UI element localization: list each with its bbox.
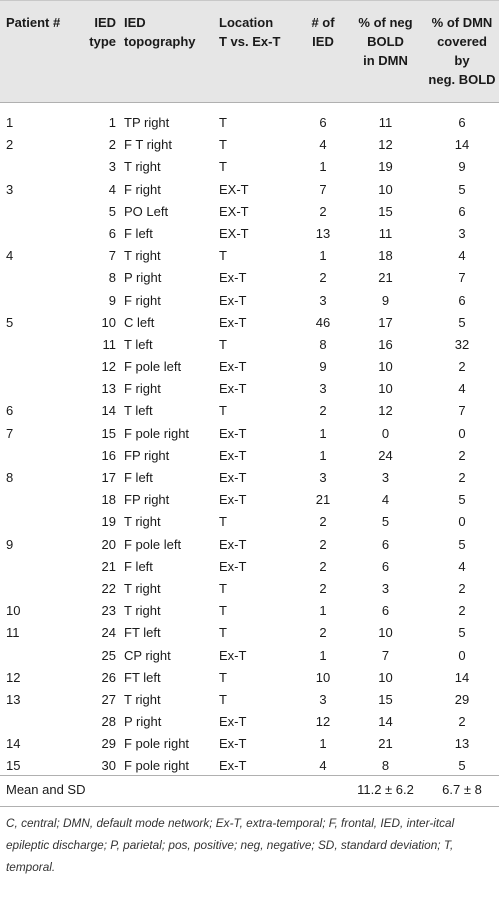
cell-location: T: [219, 248, 227, 264]
cell-ied-type: 27: [101, 691, 116, 707]
table-row: [0, 467, 499, 489]
cell-pct-dmn-covered: 4: [458, 248, 466, 264]
cell-number-of-ied: 2: [319, 203, 327, 219]
cell-pct-dmn-covered: 2: [458, 359, 466, 375]
table-row: [0, 423, 499, 445]
cell-topography: T left: [124, 336, 153, 352]
table-row: [0, 179, 499, 201]
cell-ied-type: 29: [101, 736, 116, 752]
cell-number-of-ied: 10: [315, 669, 331, 685]
cell-pct-neg-bold: 8: [381, 758, 390, 774]
table-row: [0, 378, 499, 400]
cell-number-of-ied: 2: [319, 558, 327, 574]
table-row: [0, 534, 499, 556]
cell-patient: 10: [6, 603, 21, 619]
cell-pct-neg-bold: 14: [378, 714, 393, 730]
cell-topography: T right: [124, 248, 161, 264]
header-location: Location T vs. Ex-T: [219, 15, 281, 49]
cell-number-of-ied: 1: [319, 248, 327, 264]
cell-pct-dmn-covered: 13: [454, 736, 470, 752]
table-row: [0, 245, 499, 267]
cell-pct-dmn-covered: 0: [458, 647, 466, 663]
cell-number-of-ied: 9: [319, 359, 327, 375]
cell-pct-neg-bold: 17: [378, 314, 393, 330]
cell-number-of-ied: 7: [319, 181, 327, 197]
cell-number-of-ied: 4: [319, 137, 327, 153]
cell-topography: T right: [124, 691, 161, 707]
cell-pct-neg-bold: 0: [381, 425, 390, 441]
cell-pct-neg-bold: 24: [378, 447, 393, 463]
cell-number-of-ied: 3: [319, 381, 327, 397]
cell-pct-dmn-covered: 5: [458, 536, 466, 552]
cell-ied-type: 24: [101, 625, 116, 641]
cell-topography: FP right: [124, 447, 170, 463]
cell-number-of-ied: 2: [319, 536, 327, 552]
cell-number-of-ied: 3: [319, 470, 327, 485]
cell-number-of-ied: 2: [319, 403, 327, 419]
cell-pct-dmn-covered: 5: [458, 492, 466, 508]
cell-patient: 5: [6, 314, 14, 330]
cell-pct-dmn-covered: 0: [458, 425, 466, 441]
cell-ied-type: 19: [101, 514, 116, 530]
cell-topography: T right: [124, 514, 161, 530]
table-row: [0, 733, 499, 755]
cell-topography: F right: [124, 381, 161, 397]
cell-patient: 1: [6, 115, 14, 130]
table-row: [0, 578, 499, 600]
cell-pct-dmn-covered: 5: [458, 314, 466, 330]
table-row: [0, 112, 499, 134]
cell-pct-neg-bold: 15: [378, 691, 393, 707]
table-row: [0, 689, 499, 711]
cell-location: Ex-T: [219, 536, 247, 552]
table-row: [0, 489, 499, 511]
cell-number-of-ied: 2: [319, 270, 327, 286]
cell-number-of-ied: 46: [315, 314, 331, 330]
cell-number-of-ied: 4: [319, 758, 327, 774]
cell-number-of-ied: 12: [315, 714, 331, 730]
table-row: [0, 290, 499, 312]
cell-ied-type: 28: [101, 714, 116, 730]
cell-topography: F pole right: [124, 736, 190, 752]
cell-ied-type: 8: [108, 270, 116, 286]
cell-pct-dmn-covered: 32: [454, 336, 470, 352]
cell-topography: FP right: [124, 492, 170, 508]
table-row: [0, 134, 499, 156]
cell-pct-dmn-covered: 6: [458, 203, 466, 219]
table-row: [0, 711, 499, 733]
cell-topography: F pole right: [124, 758, 190, 774]
cell-pct-dmn-covered: 6: [458, 292, 466, 308]
cell-pct-neg-bold: 12: [378, 403, 393, 419]
summary-row: [0, 779, 499, 801]
table-row: [0, 622, 499, 644]
cell-pct-dmn-covered: 2: [458, 447, 466, 463]
cell-location: Ex-T: [219, 470, 247, 485]
cell-topography: F pole right: [124, 425, 190, 441]
cell-topography: P right: [124, 714, 162, 730]
cell-pct-dmn-covered: 29: [454, 691, 470, 707]
cell-number-of-ied: 2: [319, 625, 327, 641]
cell-topography: F left: [124, 225, 153, 241]
cell-pct-neg-bold: 19: [378, 159, 393, 175]
cell-number-of-ied: 13: [315, 225, 331, 241]
cell-location: Ex-T: [219, 758, 247, 774]
table-row: [0, 223, 499, 245]
cell-pct-dmn-covered: 7: [458, 270, 466, 286]
cell-number-of-ied: 1: [319, 647, 327, 663]
cell-pct-dmn-covered: 7: [458, 403, 466, 419]
cell-patient: 15: [6, 758, 21, 774]
cell-location: T: [219, 603, 227, 619]
cell-ied-type: 20: [101, 536, 116, 552]
cell-location: T: [219, 115, 227, 130]
table-header: [0, 0, 499, 103]
cell-ied-type: 23: [101, 603, 116, 619]
cell-location: Ex-T: [219, 381, 247, 397]
cell-pct-neg-bold: 9: [381, 292, 390, 308]
cell-topography: C left: [124, 314, 155, 330]
cell-ied-type: 25: [101, 647, 116, 663]
cell-patient: 11: [6, 625, 20, 641]
cell-topography: F pole left: [124, 536, 182, 552]
cell-topography: F T right: [124, 137, 172, 153]
cell-patient: 7: [6, 425, 14, 441]
table-row: [0, 267, 499, 289]
table-row: [0, 156, 499, 178]
cell-number-of-ied: 3: [319, 292, 327, 308]
header-pct-neg-bold: % of neg BOLD in DMN: [358, 15, 413, 68]
cell-ied-type: 26: [101, 669, 116, 685]
cell-ied-type: 6: [108, 225, 116, 241]
cell-patient: 9: [6, 536, 14, 552]
cell-pct-dmn-covered: 2: [458, 714, 466, 730]
cell-ied-type: 1: [108, 115, 116, 130]
table-row: [0, 556, 499, 578]
cell-topography: FT left: [124, 669, 161, 685]
header-ied-type: IED type: [89, 15, 116, 49]
cell-pct-dmn-covered: 3: [458, 225, 466, 241]
cell-pct-neg-bold: 15: [378, 203, 393, 219]
cell-pct-dmn-covered: 4: [458, 381, 466, 397]
cell-pct-dmn-covered: 5: [458, 625, 466, 641]
cell-ied-type: 4: [108, 181, 116, 197]
cell-location: T: [219, 403, 227, 419]
cell-pct-dmn-covered: 4: [458, 558, 466, 574]
cell-location: Ex-T: [219, 270, 247, 286]
cell-pct-neg-bold: 10: [378, 669, 393, 685]
summary-neg-bold: 11.2 ± 6.2: [357, 782, 414, 797]
cell-ied-type: 9: [108, 292, 116, 308]
cell-number-of-ied: 2: [319, 580, 327, 596]
cell-pct-neg-bold: 21: [378, 736, 393, 752]
cell-location: EX-T: [219, 225, 249, 241]
cell-location: T: [219, 669, 227, 685]
cell-location: T: [219, 137, 227, 153]
cell-pct-neg-bold: 3: [381, 580, 390, 596]
table-body: [0, 112, 499, 778]
cell-ied-type: 7: [108, 248, 116, 264]
cell-location: T: [219, 691, 227, 707]
cell-topography: FT left: [124, 625, 161, 641]
cell-pct-neg-bold: 18: [378, 248, 393, 264]
cell-ied-type: 2: [108, 137, 116, 153]
cell-topography: TP right: [124, 115, 170, 130]
cell-number-of-ied: 1: [319, 425, 327, 441]
header-pct-dmn-covered: % of DMN covered by neg. BOLD: [428, 15, 496, 87]
cell-location: Ex-T: [219, 714, 247, 730]
table-row: [0, 445, 499, 467]
cell-topography: F left: [124, 470, 153, 485]
cell-pct-dmn-covered: 14: [454, 669, 470, 685]
cell-patient: 14: [6, 736, 21, 752]
cell-topography: T right: [124, 159, 161, 175]
cell-location: T: [219, 580, 227, 596]
table-row: [0, 201, 499, 223]
summary-divider-top: [0, 775, 499, 776]
cell-location: Ex-T: [219, 558, 247, 574]
cell-ied-type: 21: [101, 558, 116, 574]
cell-pct-dmn-covered: 2: [458, 470, 466, 485]
cell-patient: 6: [6, 403, 14, 419]
cell-number-of-ied: 1: [319, 159, 327, 175]
cell-ied-type: 11: [102, 336, 116, 352]
table-row: [0, 600, 499, 622]
table-row: [0, 645, 499, 667]
cell-ied-type: 30: [101, 758, 116, 774]
cell-pct-neg-bold: 5: [381, 514, 390, 530]
cell-patient: 12: [6, 669, 21, 685]
cell-pct-dmn-covered: 14: [454, 137, 470, 153]
cell-location: Ex-T: [219, 492, 247, 508]
cell-number-of-ied: 8: [319, 336, 327, 352]
cell-topography: F right: [124, 292, 161, 308]
cell-location: Ex-T: [219, 425, 247, 441]
cell-patient: 3: [6, 181, 14, 197]
cell-topography: F right: [124, 181, 161, 197]
cell-pct-dmn-covered: 9: [458, 159, 466, 175]
cell-topography: T left: [124, 403, 153, 419]
cell-pct-neg-bold: 10: [378, 181, 393, 197]
cell-pct-neg-bold: 6: [381, 603, 390, 619]
cell-patient: 8: [6, 470, 14, 485]
cell-pct-neg-bold: 7: [381, 647, 390, 663]
header-number-of-ied: # of IED: [311, 15, 335, 49]
cell-topography: T right: [124, 580, 161, 596]
cell-pct-neg-bold: 10: [378, 625, 393, 641]
cell-ied-type: 10: [101, 314, 116, 330]
cell-patient: 13: [6, 691, 21, 707]
cell-pct-dmn-covered: 2: [458, 580, 466, 596]
table-row: [0, 400, 499, 422]
cell-pct-dmn-covered: 0: [458, 514, 466, 530]
cell-ied-type: 5: [108, 203, 116, 219]
cell-location: EX-T: [219, 181, 249, 197]
cell-topography: P right: [124, 270, 162, 286]
cell-number-of-ied: 2: [319, 514, 327, 530]
cell-pct-neg-bold: 12: [378, 137, 393, 153]
cell-ied-type: 14: [101, 403, 116, 419]
cell-pct-neg-bold: 4: [381, 492, 390, 508]
table-row: [0, 667, 499, 689]
cell-pct-neg-bold: 16: [378, 336, 393, 352]
cell-pct-neg-bold: 10: [378, 359, 393, 375]
cell-pct-neg-bold: 21: [378, 270, 393, 286]
cell-topography: CP right: [124, 647, 171, 663]
header-ied-topography: IED topography: [124, 15, 196, 49]
cell-location: T: [219, 514, 227, 530]
cell-number-of-ied: 1: [319, 447, 327, 463]
header-patient: Patient #: [6, 15, 61, 30]
table-footnote: C, central; DMN, default mode network; Ex-T, extra-temporal; F, frontal, IED, inter-itcal epileptic discharge; P, parietal; pos, positive; neg, negative; SD, standard deviation; T, temporal.: [6, 816, 455, 874]
cell-ied-type: 16: [101, 447, 116, 463]
cell-location: Ex-T: [219, 292, 247, 308]
cell-location: Ex-T: [219, 314, 247, 330]
cell-patient: 4: [6, 248, 14, 264]
cell-ied-type: 17: [101, 470, 116, 485]
cell-pct-neg-bold: 11: [378, 225, 393, 241]
cell-topography: F left: [124, 558, 153, 574]
cell-topography: PO Left: [124, 203, 169, 219]
cell-location: Ex-T: [219, 647, 247, 663]
cell-location: T: [219, 336, 227, 352]
cell-location: EX-T: [219, 203, 249, 219]
table-row: [0, 356, 499, 378]
cell-location: Ex-T: [219, 359, 247, 375]
cell-ied-type: 18: [101, 492, 116, 508]
cell-pct-neg-bold: 11: [378, 115, 393, 130]
cell-number-of-ied: 1: [319, 736, 327, 752]
cell-ied-type: 15: [101, 425, 116, 441]
table-row: [0, 334, 499, 356]
cell-pct-neg-bold: 10: [378, 381, 393, 397]
cell-pct-neg-bold: 3: [381, 470, 390, 485]
cell-ied-type: 22: [101, 580, 116, 596]
cell-pct-dmn-covered: 6: [458, 115, 466, 130]
cell-number-of-ied: 3: [319, 691, 327, 707]
cell-topography: T right: [124, 603, 161, 619]
cell-pct-dmn-covered: 5: [458, 181, 466, 197]
cell-location: Ex-T: [219, 447, 247, 463]
summary-label: Mean and SD: [6, 782, 86, 797]
cell-number-of-ied: 1: [319, 603, 327, 619]
cell-pct-dmn-covered: 2: [458, 603, 466, 619]
cell-number-of-ied: 21: [315, 492, 331, 508]
cell-ied-type: 13: [101, 381, 116, 397]
cell-pct-neg-bold: 6: [381, 558, 390, 574]
summary-divider-bottom: [0, 806, 499, 807]
cell-ied-type: 3: [108, 159, 116, 175]
cell-location: T: [219, 159, 227, 175]
cell-ied-type: 12: [101, 359, 116, 375]
cell-topography: F pole left: [124, 359, 182, 375]
cell-pct-dmn-covered: 5: [458, 758, 466, 774]
table-row: [0, 312, 499, 334]
cell-patient: 2: [6, 137, 14, 153]
table-row: [0, 511, 499, 533]
summary-dmn-covered: 6.7 ± 8: [442, 782, 482, 797]
cell-number-of-ied: 6: [319, 115, 327, 130]
cell-location: T: [219, 625, 227, 641]
cell-pct-neg-bold: 6: [381, 536, 390, 552]
cell-location: Ex-T: [219, 736, 247, 752]
